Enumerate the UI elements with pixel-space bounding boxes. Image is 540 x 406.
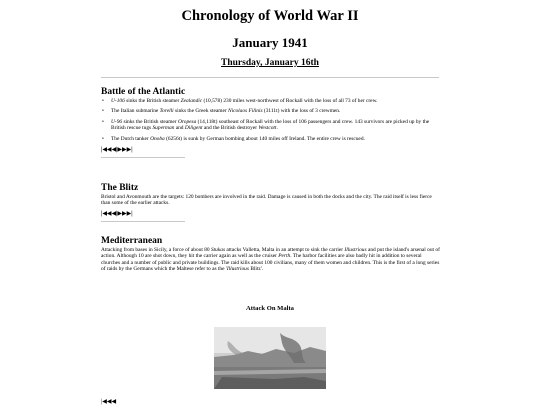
item-text: . The harbor facilities are also badly hit in addition to several churches and a number of public and private buildings. The raid kills about 100 civilians, many of them women and children. This is the first of a long series of raids by the Germans which the Maltese refer to as the ' [101, 253, 440, 273]
event-list [101, 98, 440, 142]
month-title: January 1941 [232, 35, 308, 50]
bullet-icon: • [102, 118, 104, 125]
bullet-icon: • [102, 98, 104, 104]
section-title: Mediterranean [101, 236, 163, 246]
section-mediterranean [101, 236, 440, 273]
section-text: Bristol and Avonmouth are the targets: 120 bombers are involved in the raid. Damage is caused in both the docks and the city. The raid itself is less fierce than some of the earlier attacks. [101, 194, 432, 207]
bullet-icon: • [102, 135, 104, 142]
item-text: The Italian submarine [111, 108, 160, 115]
ship-name: Oropesa [177, 118, 197, 125]
item-text: (3111t) with the loss of 3 crewmen. [262, 108, 341, 115]
item-text: (10,578) 230 miles west-northwest of Rockall with the loss of all 73 of her crew. [202, 98, 378, 104]
site-title: Chronology of World War II [181, 8, 359, 24]
ship-name: Illustrious [226, 266, 249, 273]
section-blitz [101, 183, 440, 222]
prev-button[interactable]: ◀ [111, 399, 117, 405]
first-button[interactable]: |◀◀ [101, 147, 112, 154]
item-text: (6256t) is sunk by German bombing about 140 miles off Ireland. The entire crew is rescued. [164, 135, 365, 142]
next-button[interactable]: ▶ [117, 210, 123, 217]
section-title: The Blitz [101, 183, 139, 193]
item-text: and put the island's arsenal out of action. Although 10 are shot down, they hit the carrier again as well as the cruiser [101, 247, 440, 260]
nav-separator: | [116, 147, 118, 154]
first-button[interactable]: |◀◀ [101, 399, 112, 405]
item-text: (14,118t) southeast of Rockall with the loss of 106 passengers and crew. 143 survivors are picked up by the British rescue tugs [111, 118, 430, 132]
list-item [101, 136, 440, 142]
ship-name: Illustrious [344, 247, 367, 253]
ship-name: Westcott [258, 125, 277, 132]
section-divider [101, 157, 185, 158]
prev-button[interactable]: ◀ [111, 147, 117, 154]
item-text: . [276, 125, 278, 132]
section-title: Battle of the Atlantic [101, 87, 186, 97]
last-button[interactable]: ▶▶| [122, 210, 133, 217]
day-title: Thursday, January 16th [221, 58, 319, 68]
top-divider [101, 77, 439, 78]
next-button[interactable]: ▶ [117, 147, 123, 154]
section-divider [101, 221, 185, 222]
section-nav [101, 210, 440, 218]
attack-photo [214, 327, 326, 389]
section-atlantic [101, 87, 440, 158]
ship-name: Zealandic [180, 98, 203, 104]
bullet-icon: • [102, 108, 104, 115]
item-text: and the British destroyer [202, 125, 259, 132]
nav-separator: | [116, 210, 118, 217]
item-text: attacks Valletta, Malta in an attempt to sink the carrier [225, 247, 345, 253]
ship-name: U-106 [111, 98, 125, 104]
item-text: sinks the Greek steamer [173, 108, 228, 115]
item-text: sinks the British steamer [124, 98, 181, 104]
item-text: and [174, 125, 185, 132]
section-nav [101, 146, 440, 154]
list-item [101, 119, 440, 132]
section-text [101, 247, 440, 273]
last-button[interactable]: ▶▶| [122, 147, 133, 154]
ship-name: Perth [278, 253, 291, 260]
ship-name: Diligent [184, 125, 203, 132]
first-button[interactable]: |◀◀ [101, 210, 112, 217]
prev-button[interactable]: ◀ [111, 210, 117, 217]
ship-name: Torelli [159, 108, 174, 115]
ship-name: U-96 [111, 118, 123, 125]
aircraft-name: Stukas [210, 247, 226, 253]
item-text: Attacking from bases in Sicily, a force of about 80 [101, 247, 211, 253]
item-text: The Dutch tanker [111, 135, 151, 142]
photo-image [214, 327, 326, 389]
photo-caption: Attack On Malta [246, 305, 294, 312]
list-item [101, 108, 440, 114]
ship-name: Onoba [150, 135, 165, 142]
item-text: sinks the British steamer [122, 118, 178, 125]
list-item [101, 98, 440, 104]
ship-name: Nicolaos Filinis [227, 108, 263, 115]
ship-name: Superman [152, 125, 175, 132]
item-text: Blitz'. [248, 266, 264, 273]
